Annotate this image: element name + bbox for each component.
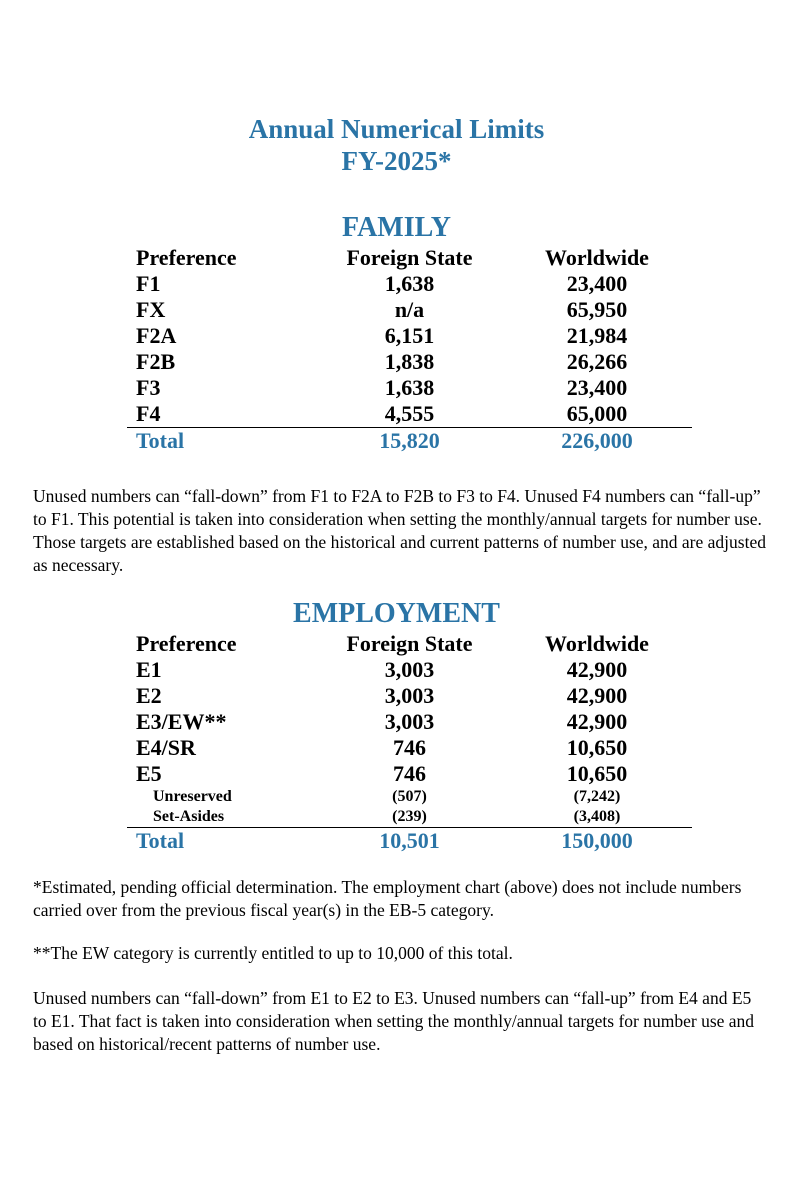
row-foreign-state: 1,638: [384, 271, 435, 296]
row-preference: F3: [136, 375, 161, 400]
family-heading: FAMILY: [342, 212, 451, 243]
row-worldwide: 10,650: [566, 761, 628, 786]
row-worldwide: 21,984: [566, 323, 628, 348]
row-foreign-state: 1,838: [384, 349, 435, 374]
subrow-foreign-state: (239): [392, 808, 427, 825]
row-worldwide: 65,950: [566, 297, 628, 322]
table-row: [127, 271, 692, 297]
row-foreign-state: 1,638: [384, 375, 435, 400]
row-foreign-state: n/a: [394, 297, 425, 322]
total-worldwide: 226,000: [561, 428, 633, 453]
table-row: [127, 709, 692, 735]
total-label: Total: [136, 828, 185, 853]
row-worldwide: 26,266: [566, 349, 628, 374]
subrow-preference: Set-Asides: [153, 808, 225, 825]
col-preference: Preference: [136, 245, 237, 270]
total-label: Total: [136, 428, 185, 453]
footnote-estimated: *Estimated, pending official determination. The employment chart (above) does not include numbers carried over from the previous fiscal year(s) in the EB-5 category.: [33, 877, 742, 920]
row-foreign-state: 3,003: [384, 709, 435, 734]
row-worldwide: 42,900: [566, 683, 628, 708]
table-subrow: [127, 807, 692, 827]
family-total-row: [127, 427, 692, 454]
row-preference: F4: [136, 401, 161, 426]
total-foreign-state: 15,820: [379, 428, 440, 453]
footnote-ew: **The EW category is currently entitled to up to 10,000 of this total.: [33, 943, 513, 963]
row-foreign-state: 4,555: [384, 401, 435, 426]
employment-total-row: [127, 827, 692, 854]
row-preference: E5: [136, 761, 162, 786]
subrow-preference: Unreserved: [153, 788, 232, 805]
employment-heading: EMPLOYMENT: [293, 598, 500, 629]
row-preference: E2: [136, 683, 162, 708]
employment-table: [127, 631, 692, 854]
table-row: [127, 323, 692, 349]
row-worldwide: 65,000: [566, 401, 628, 426]
col-worldwide: Worldwide: [545, 631, 649, 656]
row-preference: F2B: [136, 349, 176, 374]
row-worldwide: 23,400: [566, 271, 628, 296]
employment-header-row: [127, 631, 692, 657]
row-worldwide: 10,650: [566, 735, 628, 760]
row-worldwide: 42,900: [566, 657, 628, 682]
table-row: [127, 735, 692, 761]
row-worldwide: 42,900: [566, 709, 628, 734]
row-foreign-state: 746: [393, 761, 426, 786]
page-title: Annual Numerical Limits: [248, 114, 545, 144]
row-worldwide: 23,400: [566, 375, 628, 400]
row-foreign-state: 6,151: [384, 323, 435, 348]
row-foreign-state: 3,003: [384, 657, 435, 682]
col-worldwide: Worldwide: [545, 245, 649, 270]
col-foreign-state: Foreign State: [346, 631, 473, 656]
total-foreign-state: 10,501: [379, 828, 440, 853]
row-foreign-state: 746: [393, 735, 426, 760]
col-preference: Preference: [136, 631, 237, 656]
row-preference: E3/EW**: [136, 709, 227, 734]
row-preference: FX: [136, 297, 166, 322]
table-row: [127, 349, 692, 375]
row-preference: E4/SR: [136, 735, 196, 760]
row-preference: F2A: [136, 323, 177, 348]
page-subtitle: FY-2025*: [341, 146, 452, 176]
table-row: [127, 297, 692, 323]
family-table: [127, 245, 692, 454]
table-row: [127, 683, 692, 709]
col-foreign-state: Foreign State: [346, 245, 473, 270]
table-row: [127, 761, 692, 787]
subrow-worldwide: (3,408): [573, 808, 621, 825]
row-foreign-state: 3,003: [384, 683, 435, 708]
subrow-foreign-state: (507): [392, 788, 427, 805]
family-header-row: [127, 245, 692, 271]
table-row: [127, 375, 692, 401]
total-worldwide: 150,000: [561, 828, 633, 853]
employment-note: Unused numbers can “fall-down” from E1 to E2 to E3. Unused numbers can “fall-up” from E4 and E5 to E1. That fact is taken into consideration when setting the monthly/annual targets for number use and based on historical/recent patterns of number use.: [33, 988, 755, 1054]
row-preference: F1: [136, 271, 161, 296]
family-note: Unused numbers can “fall-down” from F1 to F2A to F2B to F3 to F4. Unused F4 numbers can “fall-up” to F1. This potential is taken into consideration when setting the monthly/annual targets for number use. Those targets are established based on the historical and current patterns of number use, and are adjusted as necessary.: [33, 486, 766, 575]
table-row: [127, 401, 692, 427]
row-preference: E1: [136, 657, 162, 682]
subrow-worldwide: (7,242): [573, 788, 621, 805]
table-subrow: [127, 787, 692, 807]
table-row: [127, 657, 692, 683]
